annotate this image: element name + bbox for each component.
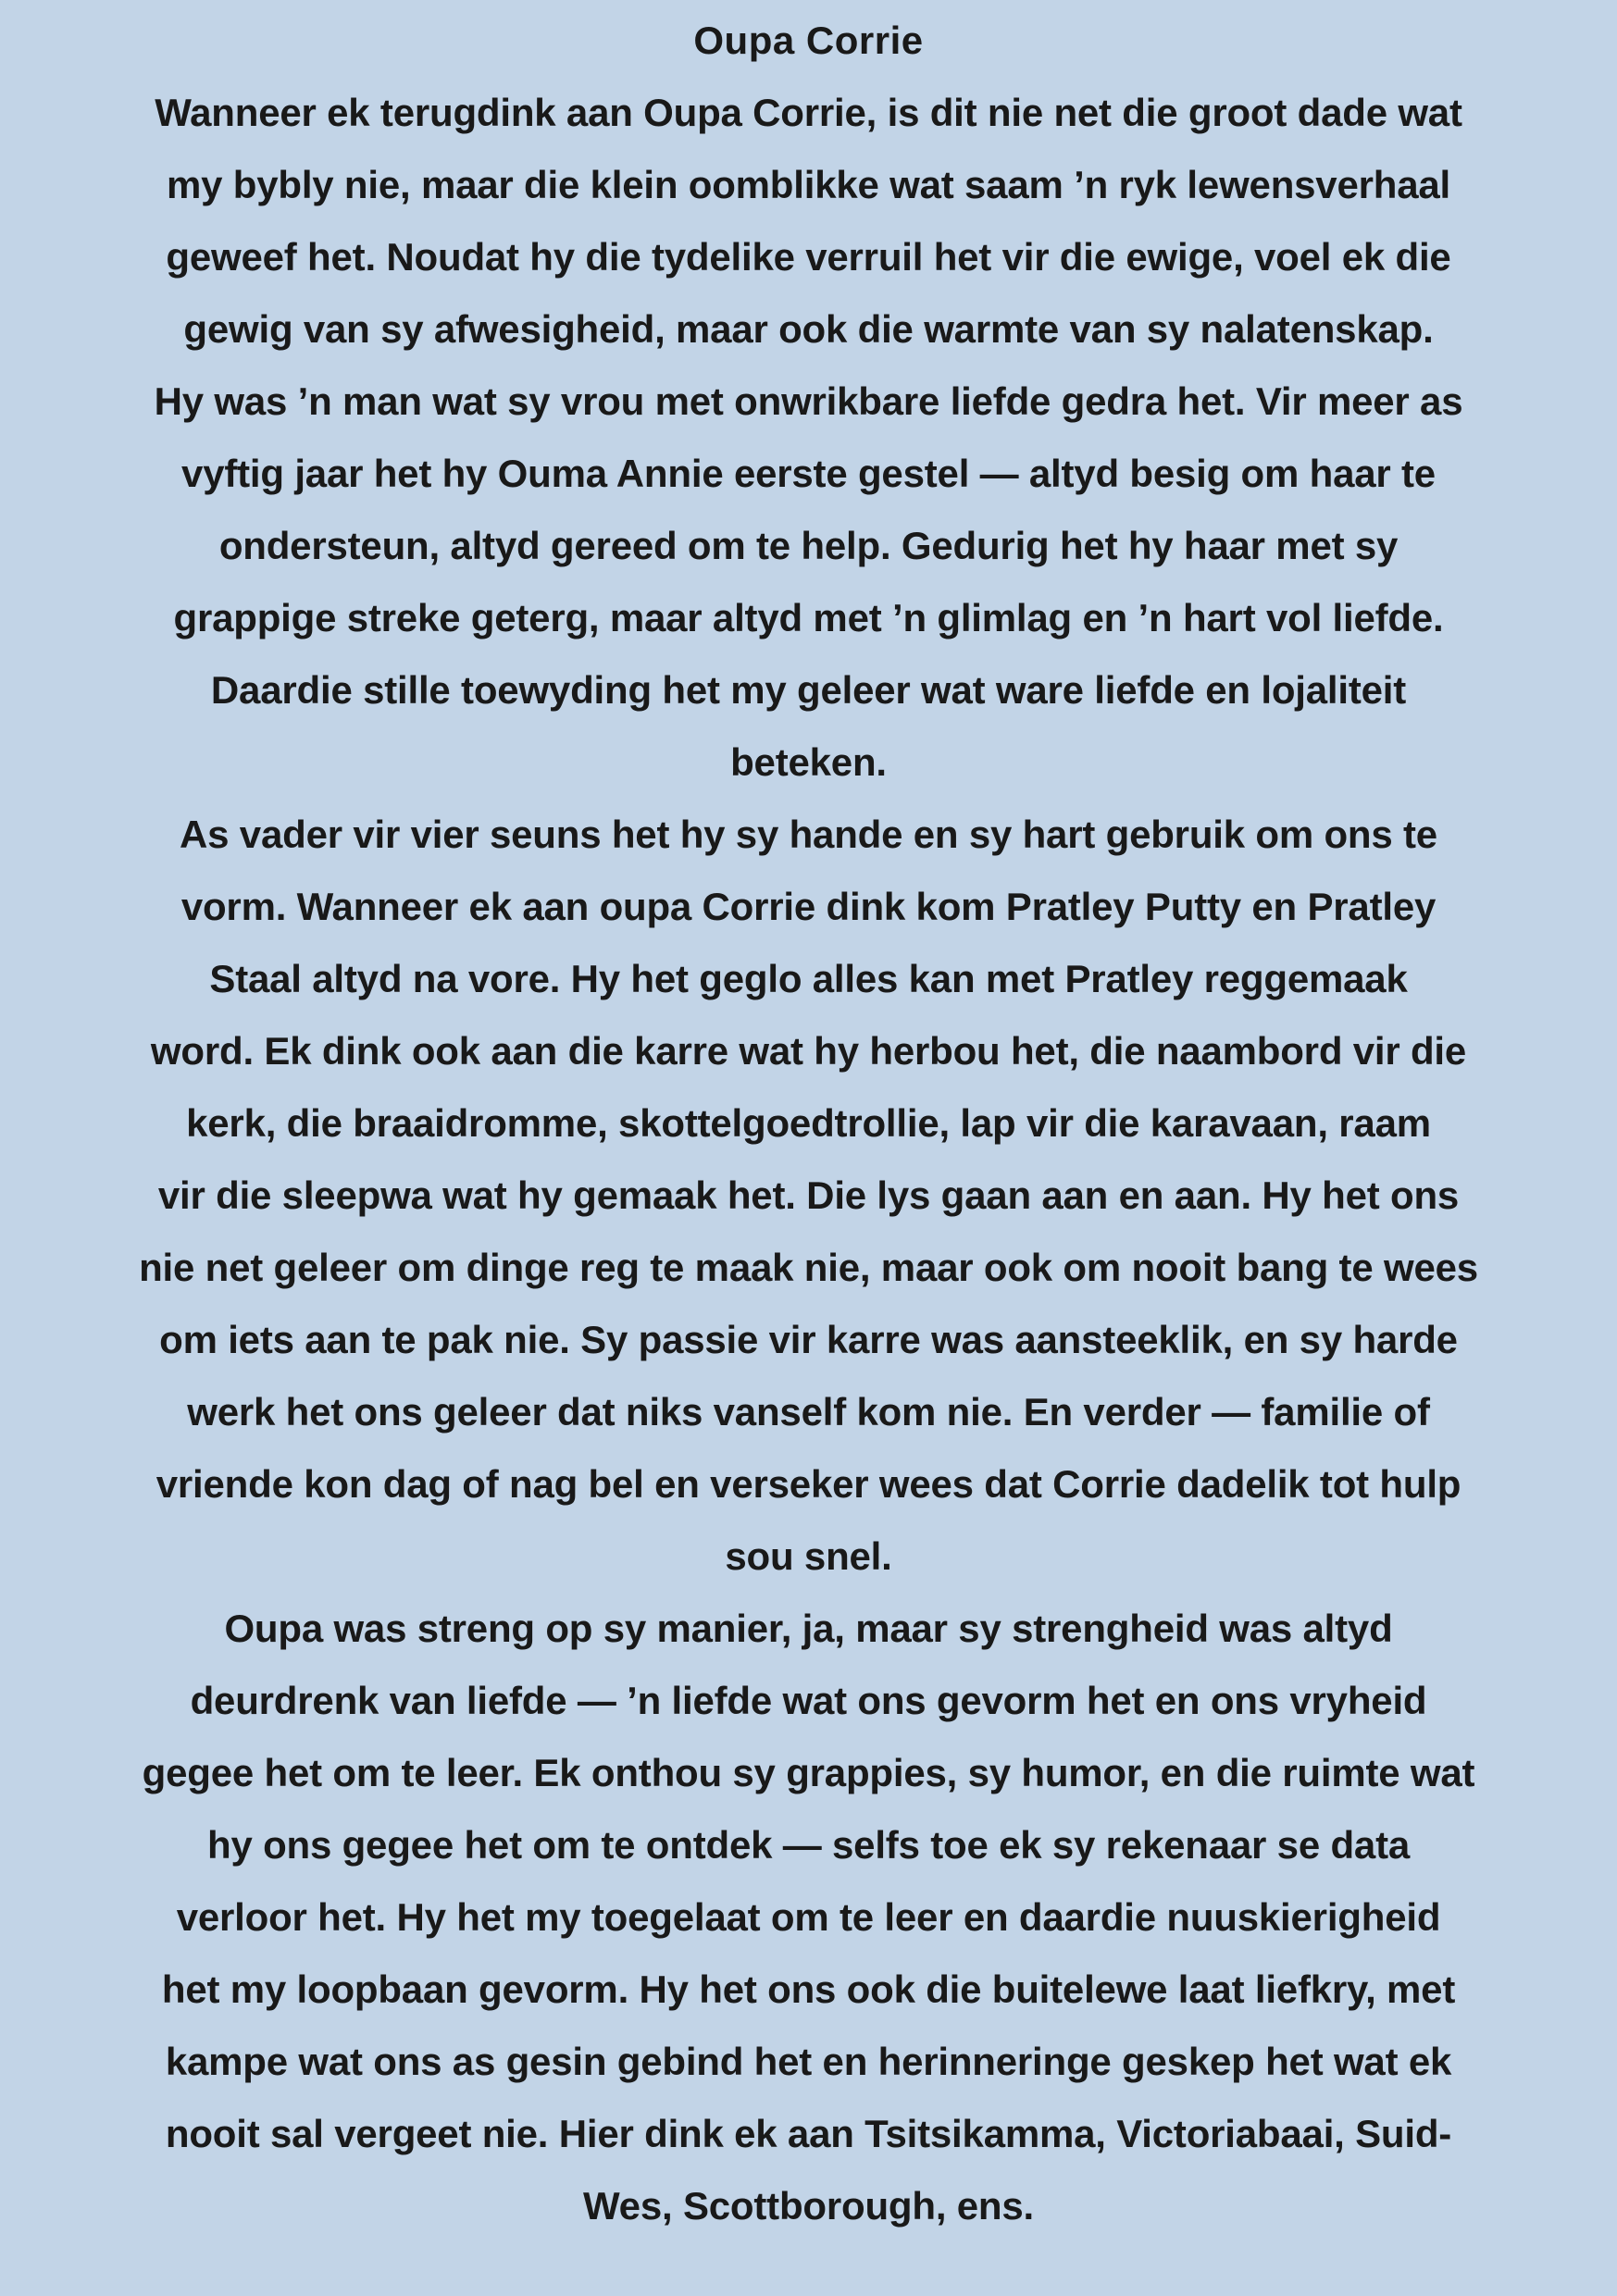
document-body	[0, 77, 1617, 2242]
text-line: vir die sleepwa wat hy gemaak het. Die lys gaan aan en aan. Hy het ons	[157, 1173, 1460, 1217]
text-line: Daardie stille toewyding het my geleer wat ware liefde en lojaliteit	[210, 668, 1407, 712]
text-line: kerk, die braaidromme, skottelgoedtrollie, lap vir die karavaan, raam	[186, 1101, 1431, 1145]
text-line: gewig van sy afwesigheid, maar ook die warmte van sy nalatenskap.	[183, 307, 1434, 351]
text-line: nooit sal vergeet nie. Hier dink ek aan Tsitsikamma, Victoriabaai, Suid-	[165, 2112, 1452, 2155]
text-line: my bybly nie, maar die klein oomblikke wat saam ’n ryk lewensverhaal	[166, 163, 1451, 206]
text-line: vriende kon dag of nag bel en verseker wees dat Corrie dadelik tot hulp	[155, 1462, 1462, 1506]
text-line: ondersteun, altyd gereed om te help. Gedurig het hy haar met sy	[218, 524, 1399, 567]
text-line: nie net geleer om dinge reg te maak nie, maar ook om nooit bang te wees	[139, 1246, 1478, 1289]
text-line: vyftig jaar het hy Ouma Annie eerste gestel — altyd besig om haar te	[181, 452, 1436, 495]
text-line: grappige streke geterg, maar altyd met ’n glimlag en ’n hart vol liefde.	[173, 596, 1444, 639]
text-line: Wanneer ek terugdink aan Oupa Corrie, is dit nie net die groot dade wat	[155, 91, 1462, 134]
text-line: vorm. Wanneer ek aan oupa Corrie dink kom Pratley Putty en Pratley	[180, 885, 1437, 928]
text-line: Staal altyd na vore. Hy het geglo alles kan met Pratley reggemaak	[209, 957, 1408, 1000]
text-line: Oupa was streng op sy manier, ja, maar sy strengheid was altyd	[224, 1607, 1393, 1650]
text-line: om iets aan te pak nie. Sy passie vir karre was aansteeklik, en sy harde	[159, 1318, 1458, 1361]
text-line: Wes, Scottborough, ens.	[583, 2184, 1034, 2228]
text-line: deurdrenk van liefde — ’n liefde wat ons gevorm het en ons vryheid	[190, 1679, 1427, 1722]
text-line: word. Ek dink ook aan die karre wat hy herbou het, die naambord vir die	[150, 1029, 1467, 1073]
text-line: beteken.	[730, 740, 887, 784]
text-line: gegee het om te leer. Ek onthou sy grappies, sy humor, en die ruimte wat	[142, 1751, 1475, 1794]
text-line: As vader vir vier seuns het hy sy hande en sy hart gebruik om ons te	[180, 813, 1437, 856]
text-line: verloor het. Hy het my toegelaat om te leer en daardie nuuskierigheid	[176, 1895, 1441, 1939]
document-title: Oupa Corrie	[693, 19, 924, 62]
text-line: sou snel.	[725, 1534, 892, 1578]
text-line: werk het ons geleer dat niks vanself kom nie. En verder — familie of	[187, 1390, 1430, 1433]
text-line: het my loopbaan gevorm. Hy het ons ook die buitelewe laat liefkry, met	[161, 1967, 1456, 2011]
text-line: Hy was ’n man wat sy vrou met onwrikbare liefde gedra het. Vir meer as	[154, 379, 1463, 423]
text-line: hy ons gegee het om te ontdek — selfs toe ek sy rekenaar se data	[206, 1823, 1411, 1867]
text-line: kampe wat ons as gesin gebind het en herinneringe geskep het wat ek	[165, 2040, 1452, 2083]
text-line: geweef het. Noudat hy die tydelike verruil het vir die ewige, voel ek die	[166, 235, 1451, 279]
